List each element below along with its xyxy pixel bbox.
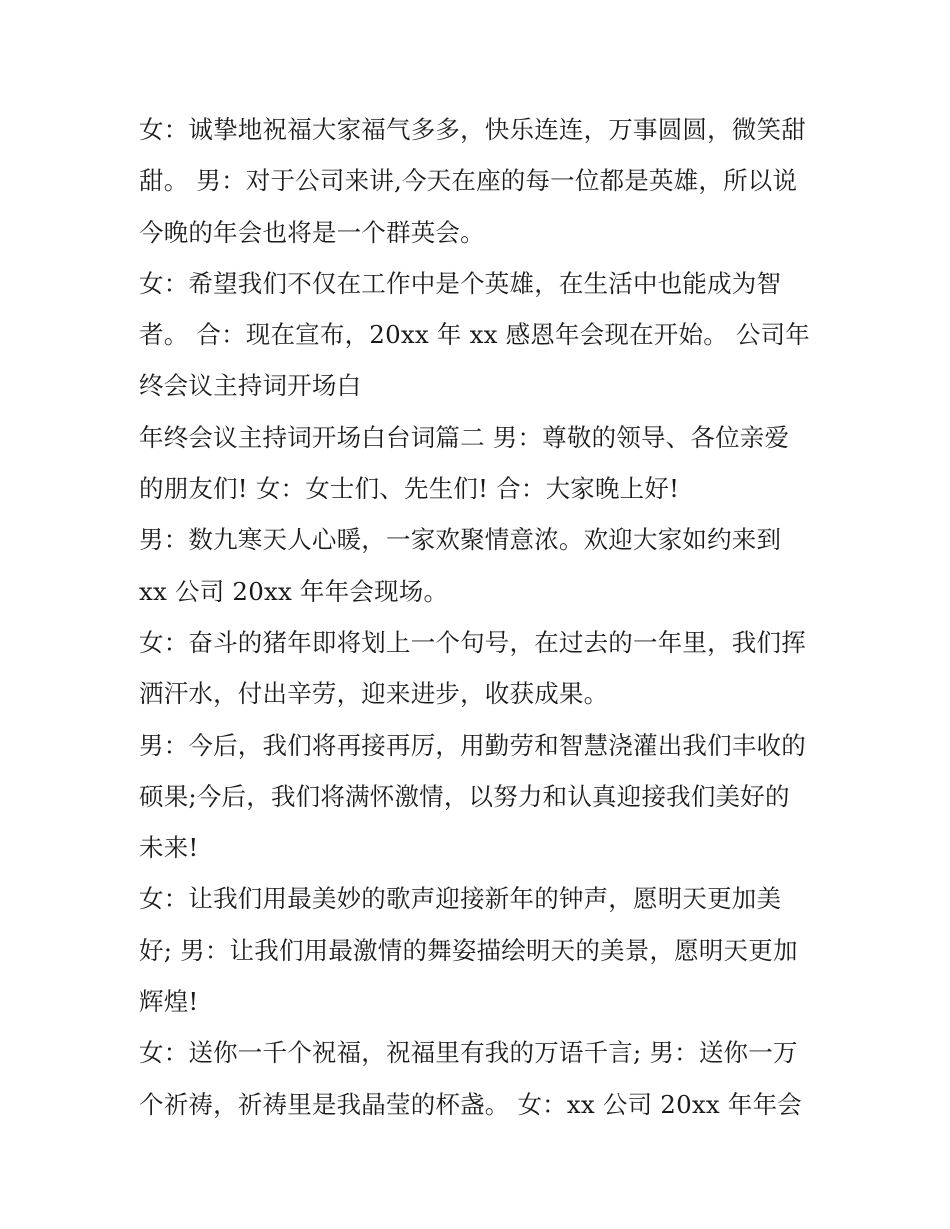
text-line: 女：送你一千个祝福，祝福里有我的万语千言; 男：送你一万 [139, 1038, 798, 1068]
text-line: 女：希望我们不仅在工作中是个英雄，在生活中也能成为智 [139, 268, 782, 298]
text-line: 未来! [139, 833, 199, 863]
text-line: 者。 合：现在宣布，20xx 年 xx 感恩年会现在开始。 公司年 [139, 320, 810, 350]
text-line: xx 公司 20xx 年年会现场。 [139, 576, 449, 606]
document-body [139, 104, 819, 1130]
text-line: 男：数九寒天人心暖，一家欢聚情意浓。欢迎大家如约来到 [139, 525, 782, 555]
text-line: 男：今后，我们将再接再厉，用勤劳和智慧浇灌出我们丰收的 [139, 730, 806, 760]
text-line: 硕果;今后，我们将满怀激情，以努力和认真迎接我们美好的 [139, 781, 790, 811]
text-line: 洒汗水，付出辛劳，迎来进步，收获成果。 [139, 679, 609, 709]
text-line: 女：奋斗的猪年即将划上一个句号，在过去的一年里，我们挥 [139, 627, 806, 657]
text-line: 女：让我们用最美妙的歌声迎接新年的钟声，愿明天更加美 [139, 884, 782, 914]
text-line: 辉煌! [139, 987, 199, 1017]
text-line: 甜。 男：对于公司来讲,今天在座的每一位都是英雄，所以说 [139, 166, 798, 196]
text-line: 终会议主持词开场白 [139, 371, 362, 401]
text-line: 的朋友们! 女：女士们、先生们! 合：大家晚上好! [139, 474, 680, 504]
text-line: 年终会议主持词开场白台词篇二 男：尊敬的领导、各位亲爱 [139, 422, 790, 452]
text-line: 个祈祷，祈祷里是我晶莹的杯盏。 女：xx 公司 20xx 年年会 [139, 1089, 802, 1119]
text-line: 好; 男：让我们用最激情的舞姿描绘明天的美景，愿明天更加 [139, 935, 798, 965]
text-line: 女：诚挚地祝福大家福气多多，快乐连连，万事圆圆，微笑甜 [139, 115, 806, 144]
text-line: 今晚的年会也将是一个群英会。 [139, 217, 485, 247]
